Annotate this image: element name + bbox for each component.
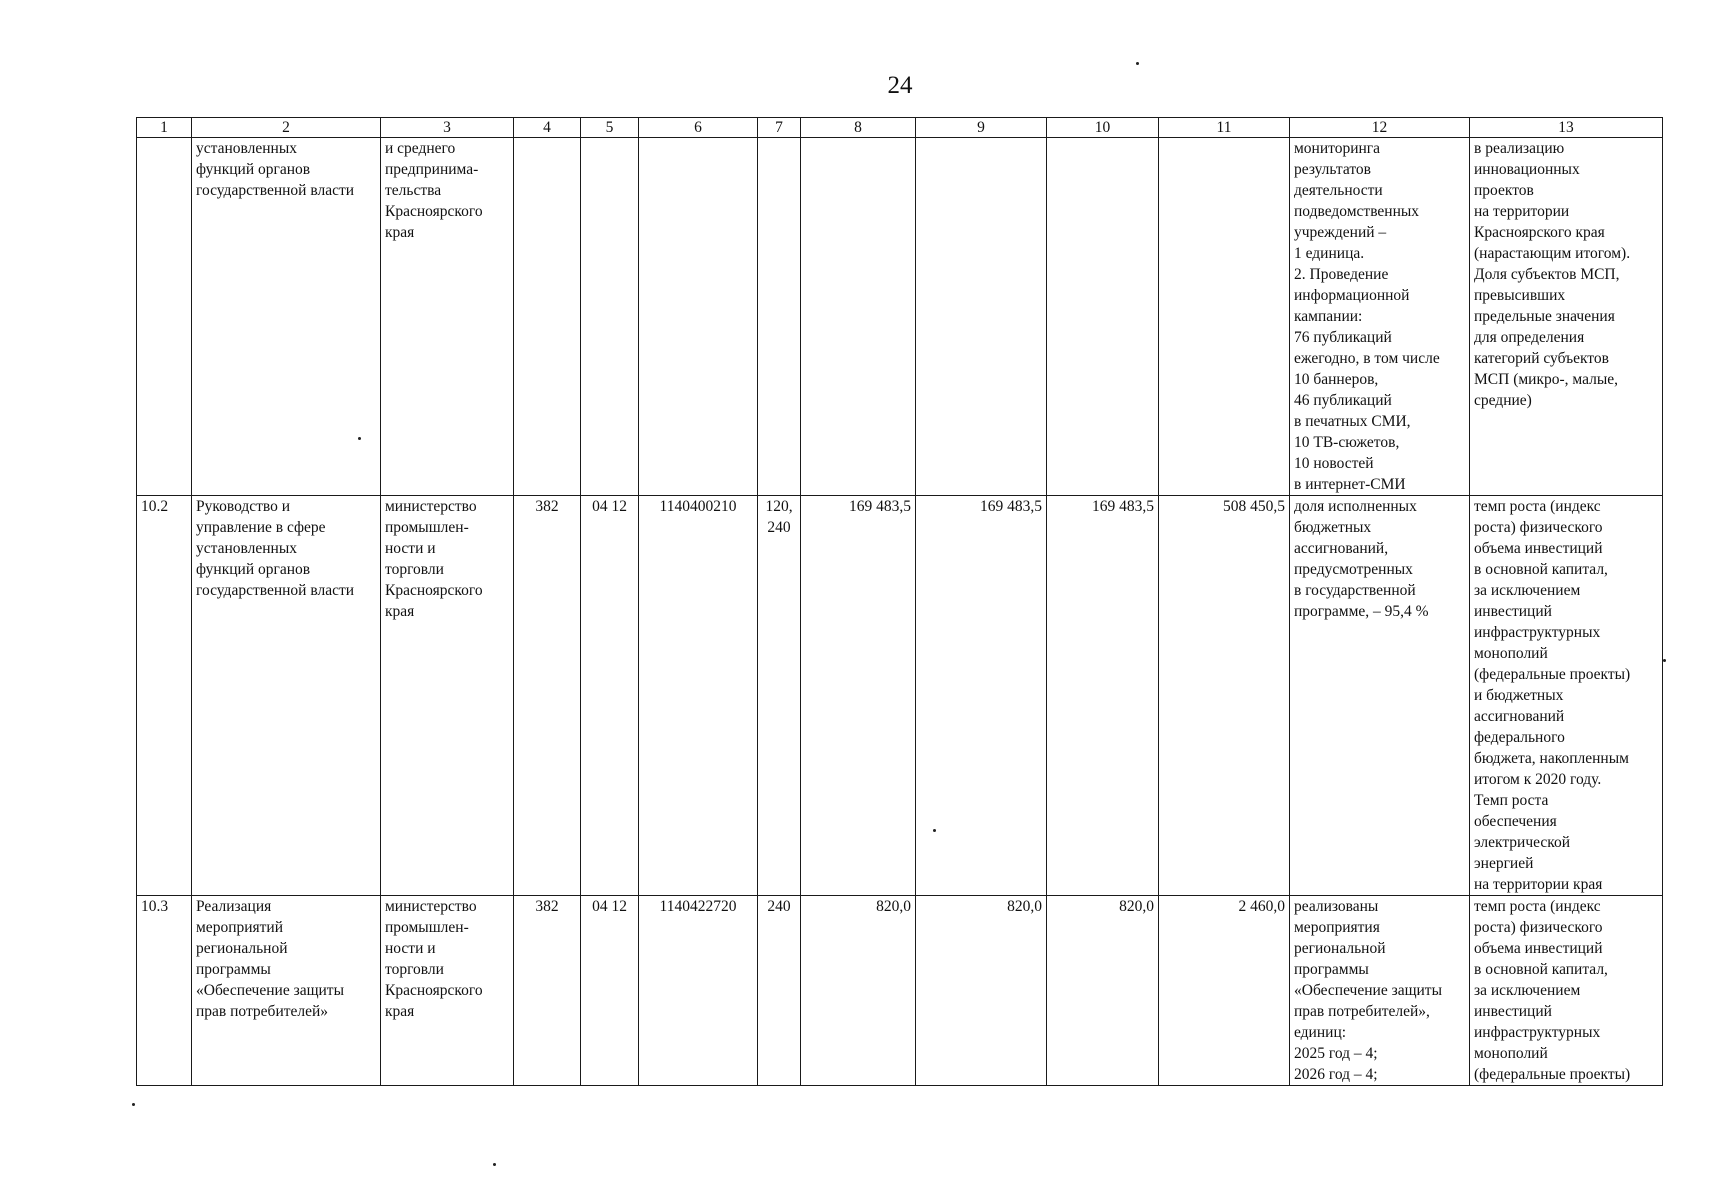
scan-speck	[1663, 659, 1666, 662]
section-code-cell: 04 12	[581, 496, 639, 896]
scan-speck	[933, 829, 936, 832]
column-header: 7	[758, 118, 801, 138]
amount-total-cell: 2 460,0	[1159, 896, 1290, 1086]
grbs-code-cell	[514, 138, 581, 496]
measure-name-cell: установленных функций органов государственной власти	[192, 138, 381, 496]
column-header: 11	[1159, 118, 1290, 138]
amount-total-cell: 508 450,5	[1159, 496, 1290, 896]
scan-speck	[358, 437, 361, 440]
amount-total-cell	[1159, 138, 1290, 496]
column-header: 9	[916, 118, 1047, 138]
column-header: 8	[801, 118, 916, 138]
amount-year-2-cell	[916, 138, 1047, 496]
grbs-code-cell: 382	[514, 896, 581, 1086]
column-header: 12	[1290, 118, 1470, 138]
program-table	[136, 117, 1663, 1086]
target-article-cell	[639, 138, 758, 496]
executor-cell: министерство промышлен- ности и торговли Красноярского края	[381, 896, 514, 1086]
column-header: 10	[1047, 118, 1159, 138]
expected-result-cell: реализованы мероприятия региональной программы «Обеспечение защиты прав потребителей», единиц: 2025 год – 4; 2026 год – 4;	[1290, 896, 1470, 1086]
column-header: 6	[639, 118, 758, 138]
scan-speck	[132, 1103, 135, 1106]
executor-cell: министерство промышлен- ности и торговли Красноярского края	[381, 496, 514, 896]
target-article-cell: 1140422720	[639, 896, 758, 1086]
indicator-impact-cell: в реализацию инновационных проектов на территории Красноярского края (нарастающим итогом). Доля субъектов МСП, превысивших предельные значения для определения категорий субъектов МСП (микро-, малые, средние)	[1470, 138, 1663, 496]
indicator-impact-cell: темп роста (индекс роста) физического объема инвестиций в основной капитал, за исключением инвестиций инфраструктурных монополий (федеральные проекты)	[1470, 896, 1663, 1086]
table-row-10-2	[137, 496, 1663, 896]
amount-year-2-cell: 820,0	[916, 896, 1047, 1086]
expense-type-cell	[758, 138, 801, 496]
target-article-cell: 1140400210	[639, 496, 758, 896]
expected-result-cell: мониторинга результатов деятельности подведомственных учреждений – 1 единица. 2. Проведение информационной кампании: 76 публикаций ежегодно, в том числе 10 баннеров, 46 публикаций в печатных СМИ, 10 ТВ-сюжетов, 10 новостей в интернет-СМИ	[1290, 138, 1470, 496]
section-code-cell: 04 12	[581, 896, 639, 1086]
indicator-impact-cell: темп роста (индекс роста) физического объема инвестиций в основной капитал, за исключением инвестиций инфраструктурных монополий (федеральные проекты) и бюджетных ассигнований федерального бюджета, накопленным итогом к 2020 году. Темп роста обеспечения электрической энергией на территории края	[1470, 496, 1663, 896]
column-header: 4	[514, 118, 581, 138]
column-header: 3	[381, 118, 514, 138]
amount-year-3-cell: 820,0	[1047, 896, 1159, 1086]
amount-year-3-cell	[1047, 138, 1159, 496]
grbs-code-cell: 382	[514, 496, 581, 896]
amount-year-1-cell: 820,0	[801, 896, 916, 1086]
table-row-10-3	[137, 896, 1663, 1086]
column-number-header-row	[137, 118, 1663, 138]
row-number-cell: 10.3	[137, 896, 192, 1086]
amount-year-1-cell	[801, 138, 916, 496]
executor-cell: и среднего предпринима- тельства Красноярского края	[381, 138, 514, 496]
scan-speck	[493, 1163, 496, 1166]
table-row-continuation	[137, 138, 1663, 496]
column-header: 1	[137, 118, 192, 138]
column-header: 13	[1470, 118, 1663, 138]
column-header: 5	[581, 118, 639, 138]
section-code-cell	[581, 138, 639, 496]
measure-name-cell: Руководство и управление в сфере установленных функций органов государственной власти	[192, 496, 381, 896]
expected-result-cell: доля исполненных бюджетных ассигнований, предусмотренных в государственной программе, – 95,4 %	[1290, 496, 1470, 896]
row-number-cell: 10.2	[137, 496, 192, 896]
expense-type-cell: 240	[758, 896, 801, 1086]
amount-year-2-cell: 169 483,5	[916, 496, 1047, 896]
expense-type-cell: 120, 240	[758, 496, 801, 896]
row-number-cell	[137, 138, 192, 496]
amount-year-3-cell: 169 483,5	[1047, 496, 1159, 896]
column-header: 2	[192, 118, 381, 138]
page-number: 24	[887, 72, 913, 99]
measure-name-cell: Реализация мероприятий региональной программы «Обеспечение защиты прав потребителей»	[192, 896, 381, 1086]
amount-year-1-cell: 169 483,5	[801, 496, 916, 896]
scan-speck	[1136, 62, 1139, 65]
